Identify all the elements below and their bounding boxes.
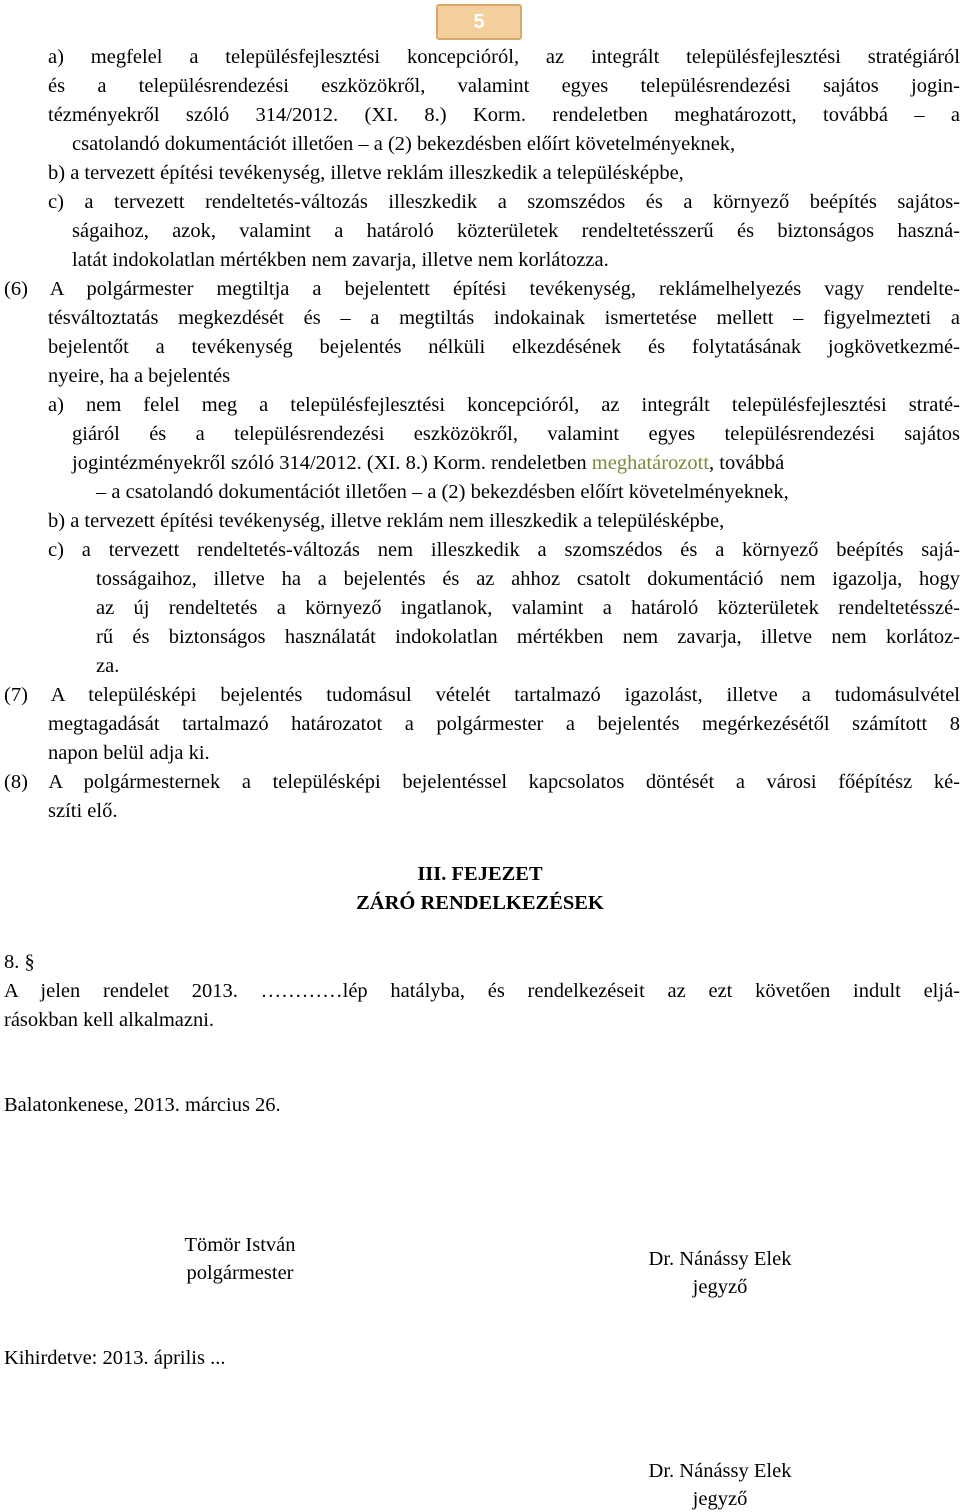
text-line: b) a tervezett építési tevékenység, illetve reklám nem illeszkedik a településképbe,: [48, 510, 725, 532]
text-line: szíti elő.: [48, 800, 118, 822]
text-line: nyeire, ha a bejelentés: [48, 365, 231, 387]
text-line: és a településrendezési eszközökről, valamint egyes településrendezési sajátos jogin-: [48, 75, 960, 97]
text-span: , továbbá: [709, 452, 785, 474]
text-line: az új rendeltetés a környező ingatlanok, valamint a határoló közterületek rendeltetésszé-: [96, 597, 960, 619]
highlighted-word: meghatározott: [591, 452, 710, 474]
paragraph-7-line: (7) A településképi bejelentés tudomásul vételét tartalmazó igazolást, illetve a tudomásulvétel: [4, 684, 960, 706]
chapter-heading: III. FEJEZET: [417, 863, 543, 885]
text-line: a) nem felel meg a településfejlesztési koncepcióról, az integrált településfejlesztési straté-: [48, 394, 960, 416]
text-line: [72, 450, 784, 476]
text-line: csatolandó dokumentációt illetően – a (2) bekezdésben előírt követelményeknek,: [72, 133, 736, 155]
text-line: napon belül adja ki.: [48, 742, 210, 764]
text-line: – a csatolandó dokumentációt illetően – a (2) bekezdésben előírt követelményeknek,: [96, 481, 789, 503]
paragraph-6-line: (6) A polgármester megtiltja a bejelentett építési tevékenység, reklámelhelyezés vagy rendelte-: [4, 278, 960, 300]
text-line: za.: [96, 655, 120, 677]
text-line: a) megfelel a településfejlesztési koncepcióról, az integrált településfejlesztési stratégiáról: [48, 46, 960, 68]
page-number-badge: 5: [436, 4, 522, 40]
notary-name-2: Dr. Nánássy Elek: [648, 1460, 792, 1482]
chapter-title: ZÁRÓ RENDELKEZÉSEK: [356, 892, 604, 914]
text-line: tézményekről szóló 314/2012. (XI. 8.) Korm. rendeletben meghatározott, továbbá – a: [48, 104, 960, 126]
text-line: tésváltoztatás megkezdését és – a megtiltás indokainak ismertetése mellett – figyelmezteti a: [48, 307, 960, 329]
notary-title-2: jegyző: [692, 1488, 748, 1510]
text-span: jogintézményekről szóló 314/2012. (XI. 8.) Korm. rendeletben: [72, 452, 587, 474]
paragraph-8-line: (8) A polgármesternek a településképi bejelentéssel kapcsolatos döntését a városi főépítész ké-: [4, 771, 960, 793]
promulgation-date: Kihirdetve: 2013. április ...: [4, 1347, 226, 1369]
mayor-name: Tömör István: [184, 1234, 296, 1256]
place-date: Balatonkenese, 2013. március 26.: [4, 1094, 281, 1116]
text-line: tosságaihoz, illetve ha a bejelentés és az ahhoz csatolt dokumentáció nem igazolja, hogy: [96, 568, 960, 590]
text-line: giáról és a településrendezési eszközökről, valamint egyes településrendezési sajátos: [72, 423, 960, 445]
text-line: latát indokolatlan mértékben nem zavarja, illetve nem korlátozza.: [72, 249, 609, 271]
text-line: b) a tervezett építési tevékenység, illetve reklám illeszkedik a településképbe,: [48, 162, 684, 184]
text-line: rű és biztonságos használatát indokolatlan mértékben nem zavarja, illetve nem korlátoz-: [96, 626, 960, 648]
text-line: c) a tervezett rendeltetés-változás nem illeszkedik a szomszédos és a környező beépítés sajá-: [48, 539, 960, 561]
notary-name: Dr. Nánássy Elek: [648, 1248, 792, 1270]
notary-title: jegyző: [692, 1276, 748, 1298]
text-line: c) a tervezett rendeltetés-változás illeszkedik a szomszédos és a környező beépítés sajátos-: [48, 191, 960, 213]
text-line: rásokban kell alkalmazni.: [4, 1009, 215, 1031]
text-line: A jelen rendelet 2013. …………lép hatályba, és rendelkezéseit az ezt követően indult eljá-: [4, 980, 960, 1002]
section-number: 8. §: [4, 951, 35, 973]
text-line: bejelentőt a tevékenység bejelentés nélküli elkezdésének és folytatásának jogkövetkezmé-: [48, 336, 960, 358]
mayor-title: polgármester: [186, 1262, 294, 1284]
text-line: ságaihoz, azok, valamint a határoló közterületek rendeltetésszerű és biztonságos haszná-: [72, 220, 960, 242]
text-line: megtagadását tartalmazó határozatot a polgármester a bejelentés megérkezésétől számított 8: [48, 713, 960, 735]
